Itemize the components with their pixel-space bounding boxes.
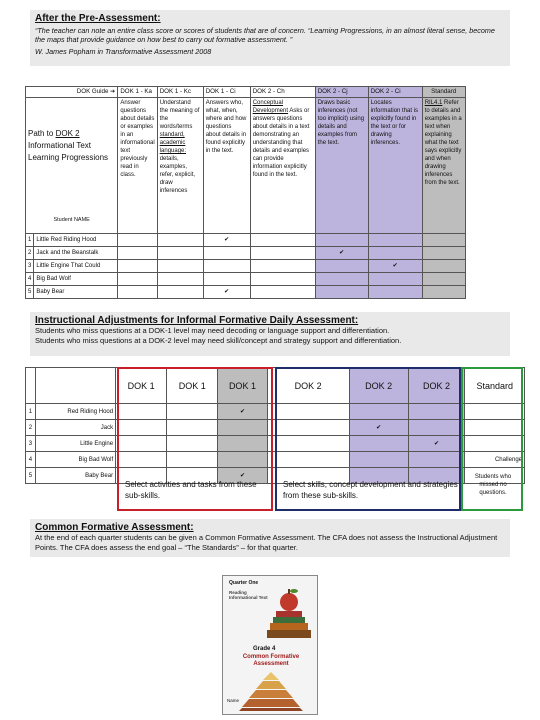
student-number: 4: [26, 273, 34, 286]
empty-cell: [368, 247, 422, 260]
empty-cell: [315, 273, 368, 286]
cfa-cover-image: [222, 575, 318, 715]
student-row: [26, 234, 466, 247]
empty-cell: [250, 247, 315, 260]
t2-header-dok1-c: DOK 1: [218, 368, 267, 404]
t2-header-standard: Standard: [465, 368, 525, 404]
cover-subtitle: Reading Informational Text: [229, 590, 268, 600]
cover-name-label: Name: [227, 698, 240, 703]
t2-name-header: [35, 368, 115, 404]
empty-cell: [118, 247, 157, 260]
desc-dok2-ch: Conceptual Development Asks or answers questions about details in a text demonstrating an understanding that details and examples can provide information explicitly found in the text.: [250, 98, 315, 234]
t2-header-dok2-a: DOK 2: [267, 368, 349, 404]
student-name: Baby Bear: [34, 286, 118, 299]
empty-cell: [118, 286, 157, 299]
intro-quote: “The teacher can note an entire class score or scores of students that are of concern. “Learning Progressions, in an almost literal sense, become the maps that provide guidance on how best to carry out formative assessment. ”: [35, 26, 495, 44]
empty-cell: [250, 273, 315, 286]
row-number: 3: [26, 436, 36, 452]
empty-cell: [118, 234, 157, 247]
empty-cell: [157, 286, 203, 299]
empty-cell: [422, 234, 465, 247]
check-mark: ✔: [203, 234, 250, 247]
check-mark: ✔: [218, 404, 267, 420]
adjustments-section: [30, 312, 510, 356]
header-dok1-ci: DOK 1 - Ci: [203, 87, 250, 98]
row-student-name: Little Engine: [35, 436, 115, 452]
empty-cell: [315, 234, 368, 247]
books-apple-icon: [261, 580, 315, 642]
row-student-name: Big Bad Wolf: [35, 452, 115, 468]
empty-cell: [157, 273, 203, 286]
student-row: [26, 286, 466, 299]
dok-guide-label: DOK Guide ➔: [26, 87, 118, 98]
student-row: [26, 247, 466, 260]
empty-cell: [203, 260, 250, 273]
cfa-section: [30, 519, 510, 557]
green-box-text: Students who missed no questions.: [474, 474, 512, 496]
desc-dok1-ci: Answers who, what, when, where and how questions about details in found explicitly in the text.: [203, 98, 250, 234]
cover-title: Common Formative Assessment: [242, 654, 300, 667]
blue-box-text: Select skills, concept development and strategies from these sub-skills.: [283, 480, 458, 500]
header-dok2-ch: DOK 2 - Ch: [250, 87, 315, 98]
empty-cell: [157, 260, 203, 273]
empty-cell: [203, 247, 250, 260]
path-label: Path to DOK 2 Informational Text Learning Progressions: [28, 129, 109, 162]
student-rows: [26, 234, 466, 299]
student-number: 1: [26, 234, 34, 247]
empty-cell: [422, 260, 465, 273]
challenge-label: Challenge: [465, 452, 525, 468]
dok-guide-table: [25, 86, 466, 299]
row-student-name: Red Riding Hood: [35, 404, 115, 420]
header-dok2-ci: DOK 2 - Ci: [368, 87, 422, 98]
cfa-text: At the end of each quarter students can be given a Common Formative Assessment. The CFA does not assess the Instructional Adjustment Points. The CFA does assess the end goal – “The Standards” – for that quarter.: [35, 533, 498, 552]
empty-cell: [203, 273, 250, 286]
row-student-name: Jack: [35, 420, 115, 436]
row-student-name: Baby Bear: [35, 468, 115, 484]
student-number: 3: [26, 260, 34, 273]
empty-cell: [422, 273, 465, 286]
intro-title: After the Pre-Assessment:: [35, 13, 161, 24]
empty-cell: [368, 234, 422, 247]
cfa-title: Common Formative Assessment:: [35, 522, 194, 533]
student-name: Jack and the Beanstalk: [34, 247, 118, 260]
desc-dok1-ka: Answer questions about details or examples in an informational text previously read in class.: [118, 98, 157, 234]
empty-cell: [368, 286, 422, 299]
header-dok2-cj: DOK 2 - Cj: [315, 87, 368, 98]
student-row: [26, 273, 466, 286]
adjustments-line-2: Students who miss questions at a DOK-2 level may need skill/concept and strategy support and differentiation.: [35, 336, 402, 345]
header-standard: Standard: [422, 87, 465, 98]
check-mark: ✔: [408, 436, 465, 452]
row-number: 5: [26, 468, 36, 484]
empty-cell: [157, 247, 203, 260]
header-dok1-ka: DOK 1 - Ka: [118, 87, 157, 98]
empty-cell: [315, 286, 368, 299]
student-row: [26, 260, 466, 273]
empty-cell: [118, 260, 157, 273]
empty-cell: [250, 234, 315, 247]
empty-cell: [368, 273, 422, 286]
empty-cell: [250, 286, 315, 299]
empty-cell: [250, 260, 315, 273]
empty-cell: [157, 234, 203, 247]
student-name: Little Red Riding Hood: [34, 234, 118, 247]
empty-cell: [118, 273, 157, 286]
desc-dok2-ci: Locates information that is explicitly found in the text or for drawing inferences.: [368, 98, 422, 234]
intro-section: [30, 10, 510, 66]
row-number: 1: [26, 404, 36, 420]
empty-cell: [315, 260, 368, 273]
t2-num-header: [26, 368, 36, 404]
red-box-text: Select activities and tasks from these sub-skills.: [125, 480, 257, 500]
row-number: 4: [26, 452, 36, 468]
check-mark: ✔: [349, 420, 408, 436]
t2-header-dok2-c: DOK 2: [408, 368, 465, 404]
empty-cell: [422, 286, 465, 299]
empty-cell: [422, 247, 465, 260]
check-mark: ✔: [218, 468, 267, 484]
intro-credit: W. James Popham in Transformative Assessment 2008: [35, 47, 212, 56]
cover-grade: Grade 4: [253, 646, 276, 652]
path-cell: [26, 98, 118, 234]
student-name: Big Bad Wolf: [34, 273, 118, 286]
student-name-label: Student NAME: [53, 217, 90, 223]
desc-standard: RIL4.1 Refer to details and examples in a text when explaining what the text says explicitly and when drawing inferences from the text.: [422, 98, 465, 234]
t2-header-dok2-b: DOK 2: [349, 368, 408, 404]
t2-header-dok1-b: DOK 1: [167, 368, 218, 404]
desc-dok2-cj: Draws basic inferences (not too implicit) using details and examples from the text.: [315, 98, 368, 234]
check-mark: ✔: [203, 286, 250, 299]
student-number: 5: [26, 286, 34, 299]
cover-quarter: Quarter One: [229, 580, 259, 586]
check-mark: ✔: [368, 260, 422, 273]
adjustment-table-area: [25, 367, 525, 513]
t2-header-dok1-a: DOK 1: [116, 368, 167, 404]
adjustments-line-1: Students who miss questions at a DOK-1 level may need decoding or language support and differentiation.: [35, 326, 390, 335]
check-mark: ✔: [315, 247, 368, 260]
pyramid-icon: [233, 670, 309, 712]
header-dok1-kc: DOK 1 - Kc: [157, 87, 203, 98]
adjustments-title: Instructional Adjustments for Informal Formative Daily Assessment:: [35, 315, 359, 326]
row-number: 2: [26, 420, 36, 436]
student-name: Little Engine That Could: [34, 260, 118, 273]
student-number: 2: [26, 247, 34, 260]
desc-dok1-kc: Understand the meaning of the words/terms standard, academic language: details, examples, refer, explicit, draw inferences: [157, 98, 203, 234]
